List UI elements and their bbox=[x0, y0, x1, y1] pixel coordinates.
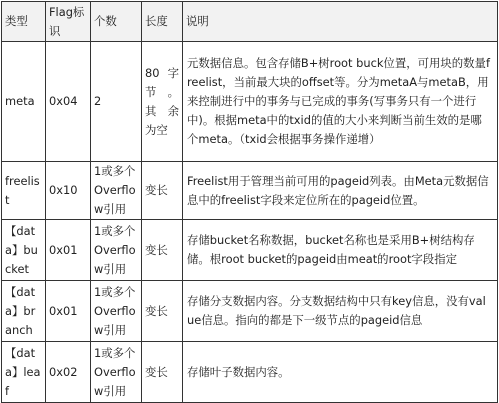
cell-flag: 0x02 bbox=[46, 342, 91, 403]
cell-description: 存储分支数据内容。分支数据结构中只有key信息，没有value信息。指向的都是下一级节点的pageid信息 bbox=[183, 281, 498, 342]
cell-length: 变长 bbox=[142, 162, 183, 220]
cell-length: 变长 bbox=[142, 220, 183, 281]
table-row bbox=[2, 342, 498, 403]
cell-count: 2 bbox=[91, 42, 142, 162]
cell-type: 【data】branch bbox=[2, 281, 46, 342]
header-length: 长度 bbox=[142, 2, 183, 42]
cell-count: 1或多个Overflow引用 bbox=[91, 220, 142, 281]
cell-flag: 0x04 bbox=[46, 42, 91, 162]
table-row bbox=[2, 162, 498, 220]
cell-type: 【data】bucket bbox=[2, 220, 46, 281]
cell-flag: 0x10 bbox=[46, 162, 91, 220]
cell-type: meta bbox=[2, 42, 46, 162]
cell-length: 80字节。其余为空 bbox=[142, 42, 183, 162]
cell-count: 1或多个Overflow引用 bbox=[91, 162, 142, 220]
cell-length: 变长 bbox=[142, 281, 183, 342]
table-header-row bbox=[2, 2, 498, 42]
cell-count: 1或多个Overflow引用 bbox=[91, 342, 142, 403]
cell-length: 变长 bbox=[142, 342, 183, 403]
cell-description: 存储bucket名称数据，bucket名称也是采用B+树结构存储。根root bucket的pageid由meat的root字段指定 bbox=[183, 220, 498, 281]
page-type-table bbox=[1, 1, 498, 403]
cell-description: Freelist用于管理当前可用的pageid列表。由Meta元数据信息中的freelist字段来定位所在的pageid位置。 bbox=[183, 162, 498, 220]
cell-type: 【data】leaf bbox=[2, 342, 46, 403]
cell-type: freelist bbox=[2, 162, 46, 220]
table-row bbox=[2, 42, 498, 162]
cell-count: 1或多个Overflow引用 bbox=[91, 281, 142, 342]
cell-description: 元数据信息。包含存储B+树root buck位置，可用块的数量freelist，当前最大块的offset等。分为metaA与metaB，用来控制进行中的事务与已完成的事务(写事务只有一个进行中)。根据meta中的txid的值的大小来判断当前生效的是哪个meta。（txid会根据事务操作递增） bbox=[183, 42, 498, 162]
table-row bbox=[2, 281, 498, 342]
header-count: 个数 bbox=[91, 2, 142, 42]
cell-flag: 0x01 bbox=[46, 220, 91, 281]
cell-description: 存储叶子数据内容。 bbox=[183, 342, 498, 403]
header-type: 类型 bbox=[2, 2, 46, 42]
header-flag: Flag标识 bbox=[46, 2, 91, 42]
header-description: 说明 bbox=[183, 2, 498, 42]
table-row bbox=[2, 220, 498, 281]
cell-flag: 0x01 bbox=[46, 281, 91, 342]
